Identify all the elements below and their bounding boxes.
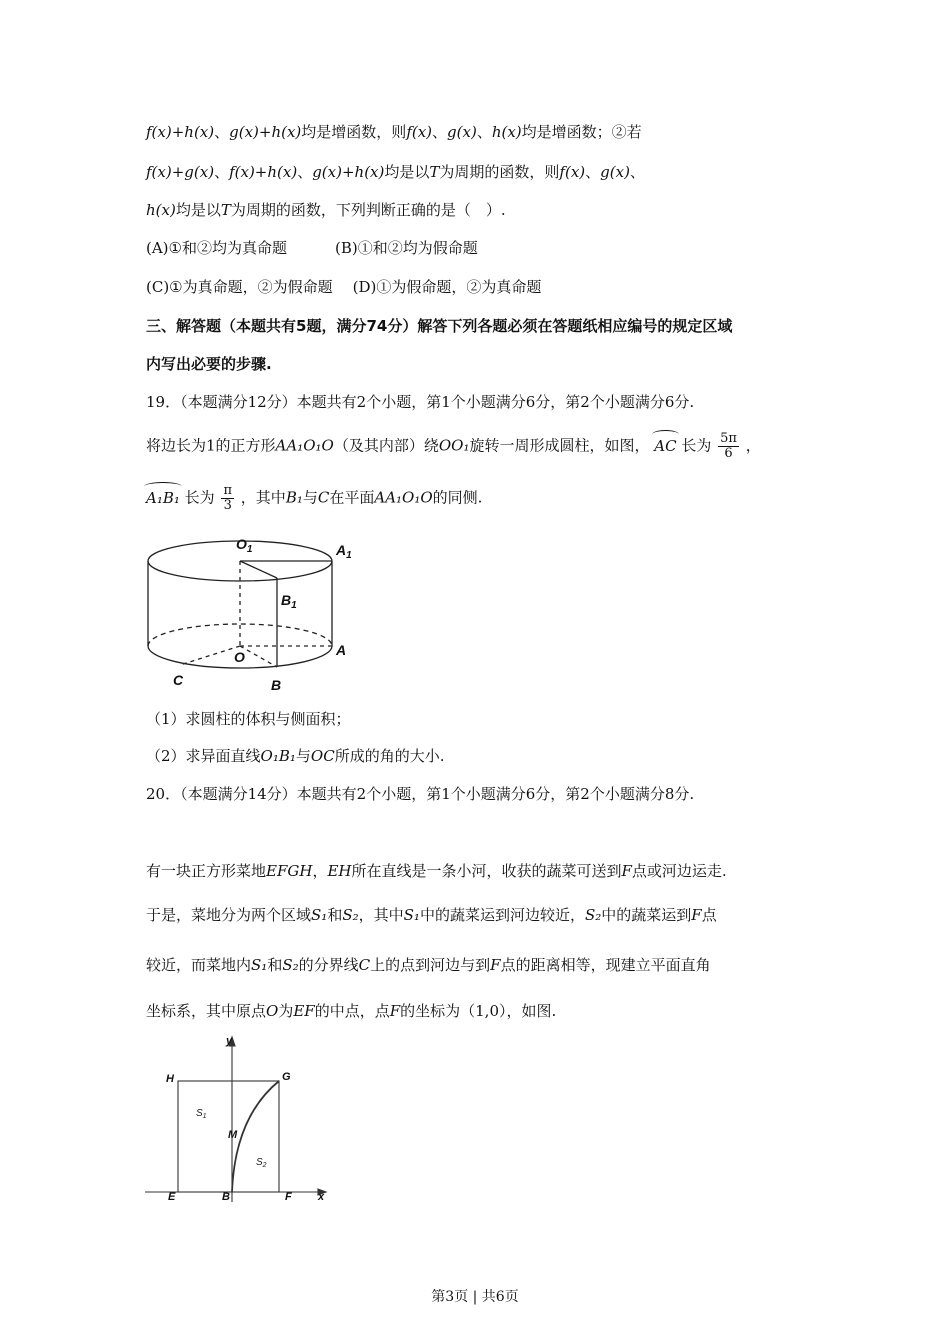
q19-header: 19．（本题满分12分）本题共有2个小题，第1个小题满分6分，第2个小题满分6分. [146, 393, 695, 411]
label-o1: $O_1$ [236, 536, 253, 555]
q20-line-1: 有一块正方形菜地EFGH，EH所在直线是一条小河，收获的蔬菜可送到F点或河边运走. [146, 862, 727, 880]
label-m: M [228, 1129, 238, 1141]
label-o: O [234, 649, 245, 665]
label-c: C [173, 672, 184, 688]
label-b1: $B_1$ [281, 592, 297, 611]
label-b-origin: B [222, 1191, 230, 1203]
q20-line-3: 较近，而菜地内S₁和S₂的分界线C上的点到河边与到F点的距离相等，现建立平面直角 [146, 956, 711, 974]
q18-line-2: f(x)+g(x)、f(x)+h(x)、g(x)+h(x)均是以T为周期的函数，则f(x)、g(x)、 [146, 163, 645, 181]
cylinder-figure [140, 525, 370, 697]
option-d: (D)①为假命题，②为真命题 [352, 278, 542, 296]
option-c: (C)①为真命题，②为假命题 [146, 278, 333, 296]
page-footer: 第3页 | 共6页 [431, 1289, 519, 1305]
q20-header: 20．（本题满分14分）本题共有2个小题，第1个小题满分6分，第2个小题满分8分. [146, 785, 695, 803]
label-h: H [166, 1073, 174, 1085]
label-b: B [271, 677, 282, 693]
section-3-heading: 三、解答题（本题共有5题，满分74分）解答下列各题必须在答题纸相应编号的规定区域 [146, 317, 733, 335]
q19-part-2: （2）求异面直线O₁B₁与OC所成的角的大小. [146, 747, 445, 765]
axis-label-y: y [226, 1035, 233, 1047]
q19-line-1: 将边长为1的正方形AA₁O₁O（及其内部）绕OO₁旋转一周形成圆柱，如图， AC 长为 $\frac{5\pi}{6}$ ， [146, 431, 761, 461]
axis-label-x: x [318, 1191, 325, 1203]
field-coordinate-figure [140, 1032, 340, 1207]
option-a: (A)①和②均为真命题 [146, 239, 287, 257]
q18-line-1: f(x)+h(x)、g(x)+h(x)均是增函数，则f(x)、g(x)、h(x)均是增函数；②若 [146, 123, 642, 141]
section-3-heading-cont: 内写出必要的步骤. [146, 355, 272, 373]
option-b: (B)①和②均为假命题 [335, 239, 478, 257]
fraction-5pi-6: $\frac{5\pi}{6}$ [720, 431, 737, 461]
label-e: E [168, 1191, 176, 1203]
q19-line-2: A₁B₁ 长为 $\frac{\pi}{3}$ ，其中B₁与C在平面AA₁O₁O的同侧. [146, 483, 483, 513]
region-s2-label: $S_2$ [256, 1157, 267, 1169]
label-f: F [285, 1191, 292, 1203]
q18-options-cd [146, 277, 541, 297]
fraction-pi-3: $\frac{\pi}{3}$ [223, 483, 233, 513]
q18-options-ab [146, 238, 478, 258]
label-a1: $A_1$ [336, 542, 352, 561]
q19-part-1: （1）求圆柱的体积与侧面积； [146, 710, 351, 728]
arc-a1b1: A₁B₁ [146, 488, 180, 507]
label-a: A [336, 642, 347, 658]
arc-ac: AC [654, 436, 677, 455]
q18-line-3: h(x)均是以T为周期的函数，下列判断正确的是（ ）. [146, 201, 506, 219]
q20-line-2: 于是，菜地分为两个区域S₁和S₂，其中S₁中的蔬菜运到河边较近，S₂中的蔬菜运到F点 [146, 906, 717, 924]
region-s1-label: $S_1$ [196, 1108, 207, 1120]
label-g: G [282, 1071, 291, 1083]
q20-line-4: 坐标系，其中原点O为EF的中点，点F的坐标为（1,0），如图. [146, 1002, 557, 1020]
